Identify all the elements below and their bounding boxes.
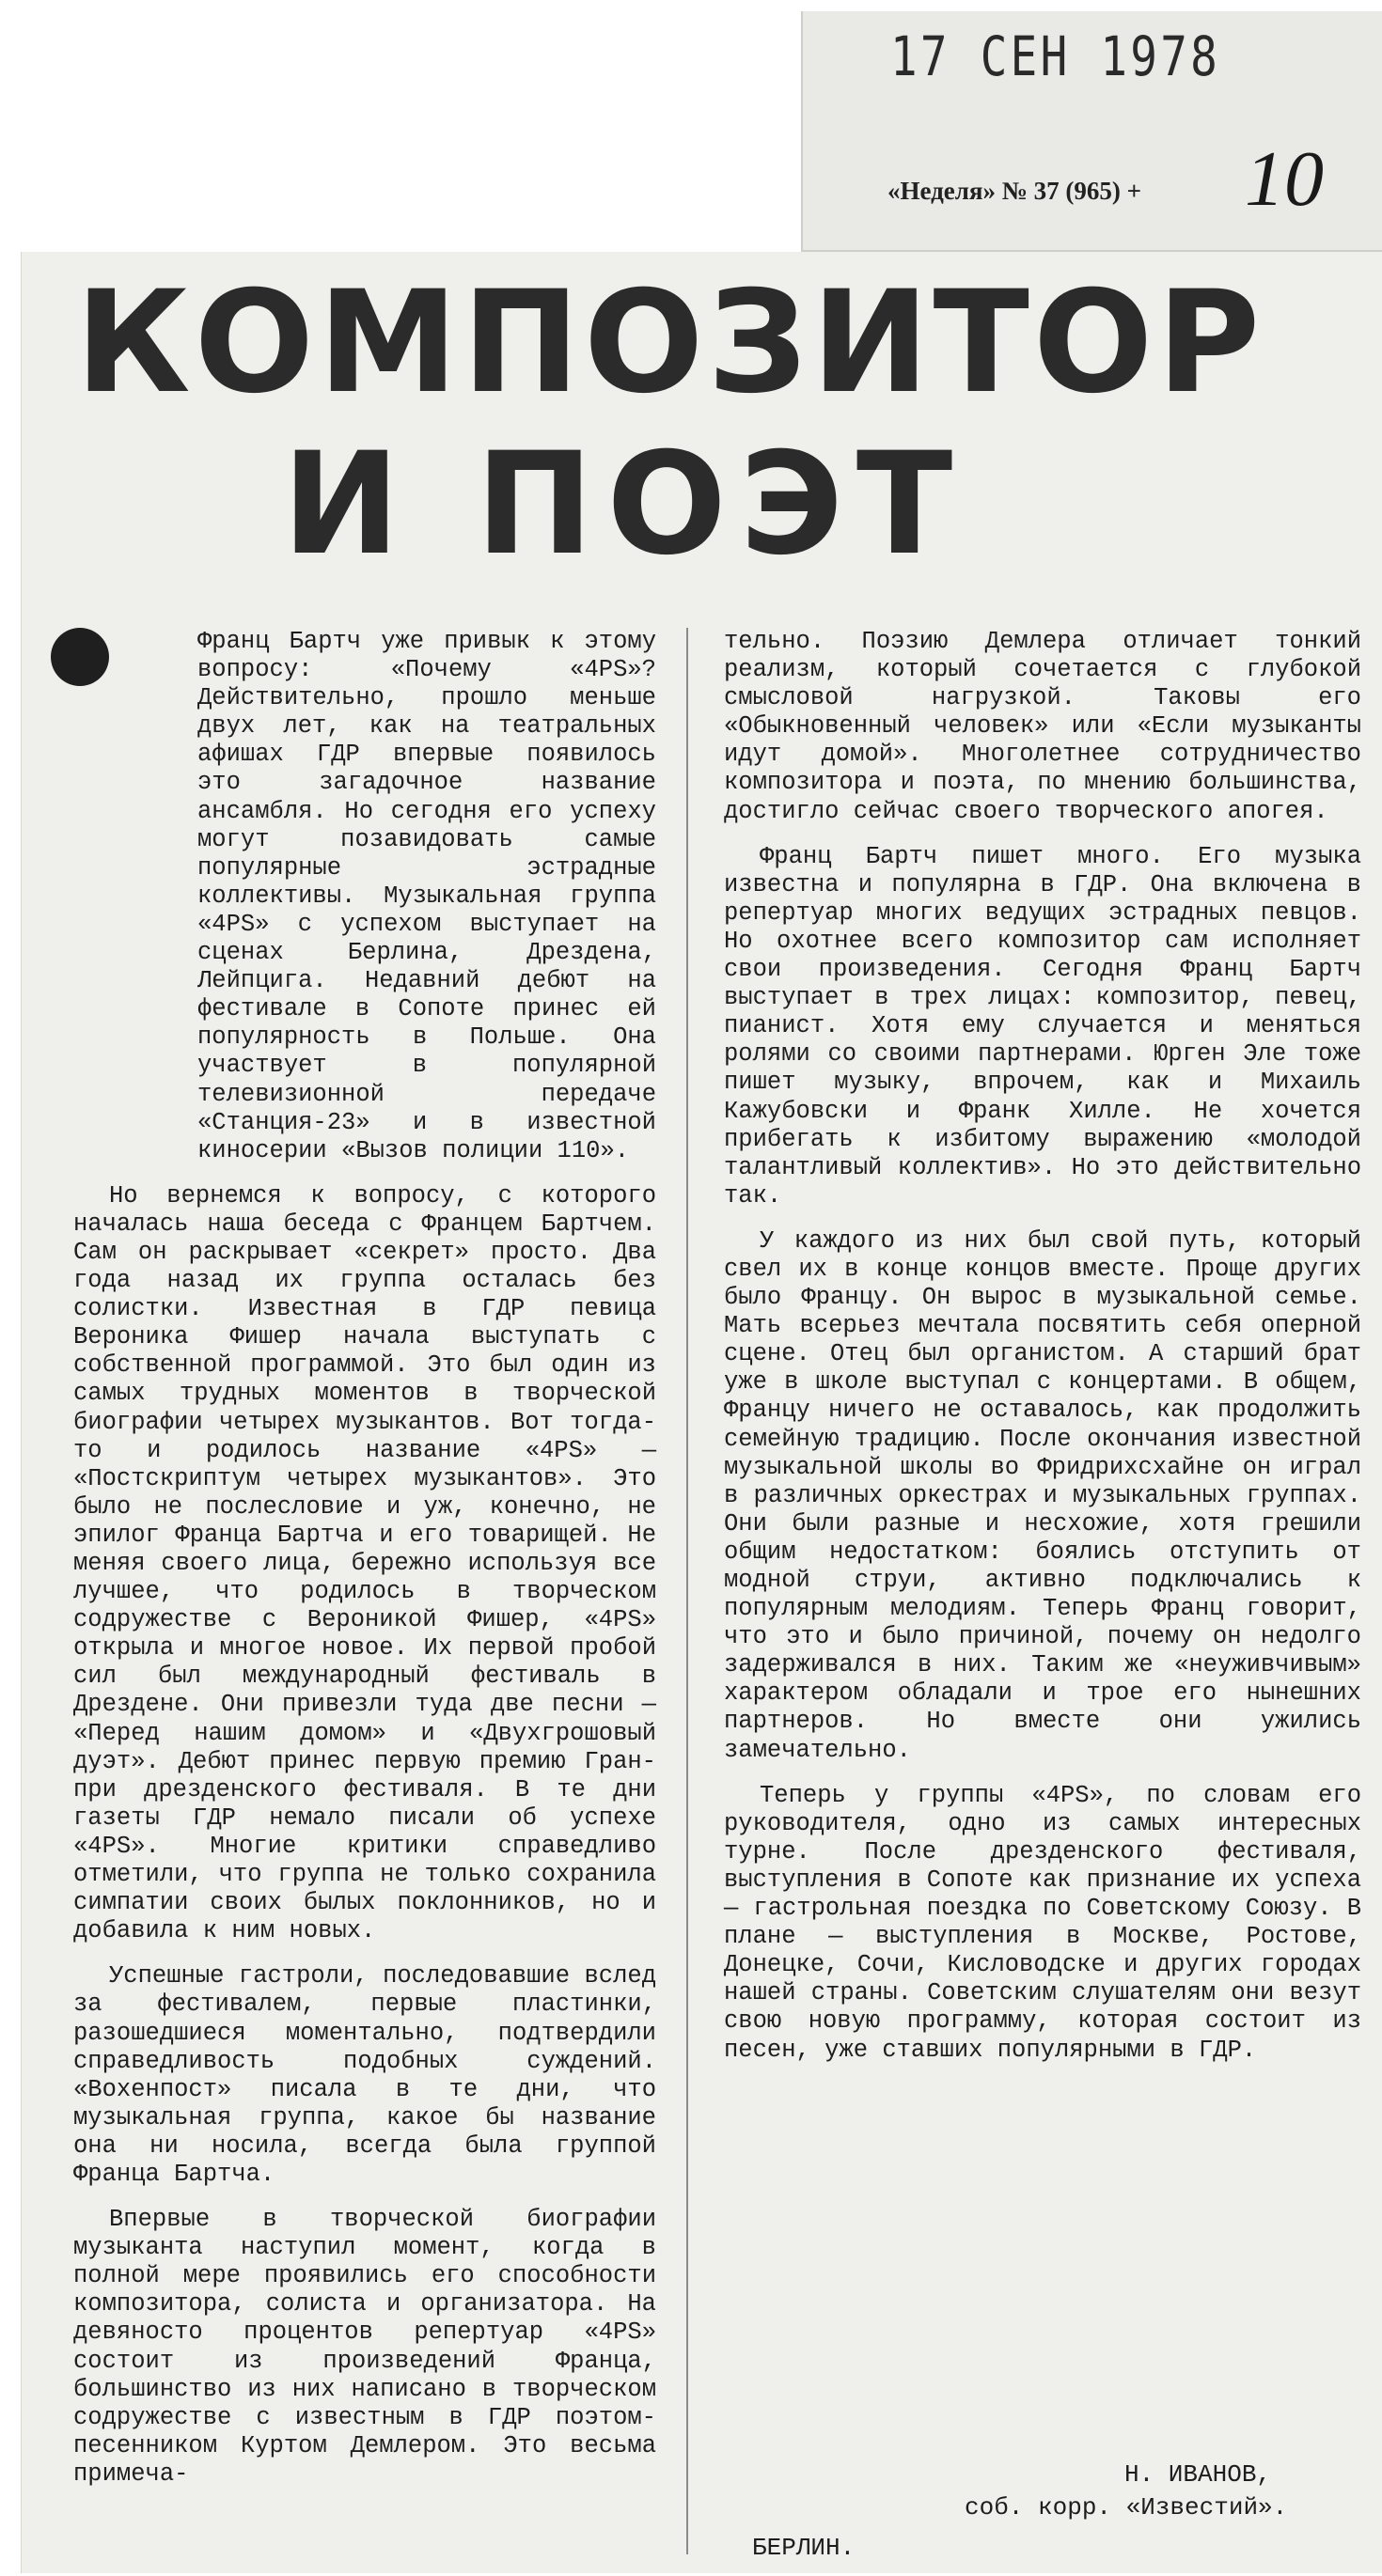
headline-line-1: КОМПОЗИТОР: [75, 261, 1264, 425]
article-column-right: [724, 628, 1361, 2082]
paragraph: тельно. Поэзию Демлера отличает тонкий реализм, который сочетается с глубокой смысловой нагрузкой. Таковы его «Обыкновенный человек» или «Если музыканты идут домой». Многолетнее сотрудничество композитора и поэта, по мнению большинства, достигло сейчас своего творческого апогея.: [724, 628, 1361, 825]
paragraph: Франц Бартч уже привык к этому вопросу: «Почему «4PS»? Действительно, прошло меньше двух лет, как на театральных афишах ГДР впервые появилось это загадочное название ансамбля. Но сегодня его успеху могут позавидовать самые популярные эстрадные коллективы. Музыкальная группа «4PS» с успехом выступает на сценах Берлина, Дрездена, Лейпцига. Недавний дебют на фестивале в Сопоте принес ей популярность в Польше. Она участвует в популярной телевизионной передаче «Станция-23» и в известной киносерии «Вызов полиции 110».: [197, 628, 656, 1164]
paragraph: Но вернемся к вопросу, с которого началась наша беседа с Францем Бартчем. Сам он раскрывает «секрет» просто. Два года назад их группа осталась без солистки. Известная в ГДР певица Вероника Фишер начала выступать с собственной программой. Это был один из самых трудных моментов в творческой биографии четырех музыкантов. Вот тогда-то и родилось название «4PS» — «Постскриптум четырех музыкантов». Это было не послесловие и уж, конечно, не эпилог Франца Бартча и его товарищей. Не меняя своего лица, бережно используя все лучшее, что родилось в творческом содружестве с Вероникой Фишер, «4PS» открыла и многое новое. Их первой пробой сил был международный фестиваль в Дрездене. Они привезли туда две песни — «Перед нашим домом» и «Двухгрошовый дуэт». Дебют принес первую премию Гран-при дрезденского фестиваля. В те дни газеты ГДР немало писали об успехе «4PS». Многие критики справедливо отметили, что группа не только сохранила симпатии своих былых поклонников, но и добавила к ним новых.: [73, 1181, 656, 1945]
paragraph: Теперь у группы «4PS», по словам его руководителя, одно из самых интересных турне. После дрезденского фестиваля, выступления в Сопоте как признание их успеха — гастрольная поездка по Советскому Союзу. В плане — выступления в Москве, Ростове, Донецке, Сочи, Кисловодске и других городах нашей страны. Советским слушателям они везут свою новую программу, которая состоит из песен, уже ставших популярными в ГДР.: [724, 1781, 1361, 2064]
author-role: соб. корр. «Известий».: [965, 2493, 1288, 2521]
author-name: Н. ИВАНОВ,: [1124, 2460, 1272, 2489]
column-divider: [686, 628, 688, 2554]
dateline: БЕРЛИН.: [752, 2534, 856, 2562]
paragraph: Франц Бартч пишет много. Его музыка известна и популярна в ГДР. Она включена в репертуар многих ведущих эстрадных певцов. Но охотнее всего композитор сам исполняет свои произведения. Сегодня Франц Бартч выступает в трех лицах: композитор, певец, пианист. Хотя ему случается и меняться ролями со своими партнерами. Юрген Эле тоже пишет музыку, впрочем, как и Михаиль Кажубовски и Франк Хилле. Не хочется прибегать к избитому выражению «молодой талантливый коллектив». Но это действительно так.: [724, 842, 1361, 1210]
paragraph: Впервые в творческой биографии музыканта наступил момент, когда в полной мере проявились его способности композитора, солиста и организатора. На девяносто процентов репертуар «4PS» состоит из произведений Франца, большинство из них написано в творческом содружестве с известным в ГДР поэтом-песенником Куртом Демлером. Это весьма примеча-: [73, 2206, 656, 2488]
page-number: 10: [1245, 135, 1324, 223]
article-column-left: [73, 628, 656, 2506]
headline-line-2: И ПОЭТ: [282, 423, 966, 586]
paragraph: У каждого из них был свой путь, который свел их в конце концов вместе. Проще других было Францу. Он вырос в музыкальной семье. Мать всерьез мечтала посвятить себя оперной сцене. Отец был органистом. А старший брат уже в школе выступал с концертами. В общем, Францу ничего не оставалось, как продолжить семейную традицию. После окончания известной музыкальной школы во Фридрихсхайне он играл в различных оркестрах и музыкальных группах. Они были разные и несхожие, хотя грешили общим недостатком: боялись отступить от модной струи, активно подключались к популярным мелодиям. Теперь Франц говорит, что это и было причиной, почему он недолго задерживался в них. Таким же «неуживчивым» характером обладали и трое его нынешних партнеров. Но вместе они ужились замечательно.: [724, 1226, 1361, 1764]
newspaper-issue: «Неделя» № 37 (965) +: [887, 177, 1142, 205]
archive-stamp-label: [801, 11, 1382, 252]
stamp-date: 17 СЕН 1978: [890, 24, 1221, 88]
paragraph: Успешные гастроли, последовавшие вслед за фестивалем, первые пластинки, разошедшиеся моментально, подтвердили справедливость подобных суждений. «Вохенпост» писала в те дни, что музыкальная группа, какое бы название она ни носила, всегда была группой Франца Бартча.: [73, 1962, 656, 2188]
